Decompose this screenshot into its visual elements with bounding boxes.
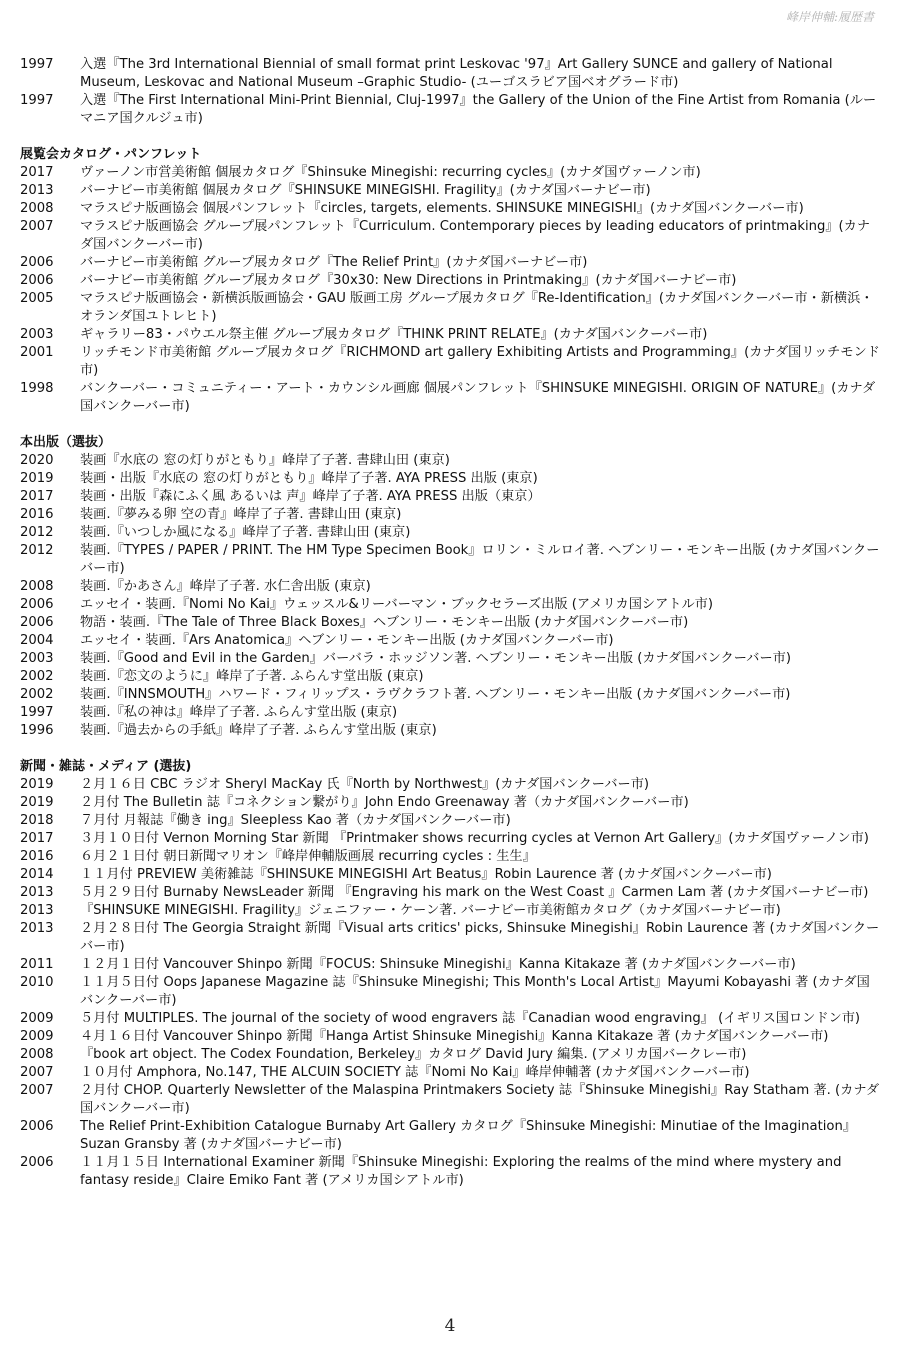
- entry-year: 2001: [20, 345, 54, 360]
- entry-row: [20, 668, 880, 686]
- entry-text: 装画.『いつしか風になる』峰岸了子著. 書肆山田 (東京): [80, 525, 411, 540]
- entry-row: [20, 380, 880, 416]
- entry-text: ２月２８日付 The Georgia Straight 新聞『Visual arts critics' picks, Shinsuke Minegishi』Robin Laurence 著 (カナダ国バンクーバー市): [80, 921, 880, 954]
- entry-row: [20, 884, 880, 902]
- section-title: 本出版（選抜）: [20, 435, 112, 450]
- entry-text: バーナビー市美術館 グループ展カタログ『30x30: New Directions in Printmaking』(カナダ国バーナビー市): [80, 273, 737, 288]
- entry-text: 装画.『INNSMOUTH』ハワード・フィリップス・ラヴクラフト著. ヘブンリー・モンキー出版 (カナダ国バンクーバー市): [80, 687, 791, 702]
- entry-text: ２月１６日 CBC ラジオ Sheryl MacKay 氏『North by Northwest』(カナダ国バンクーバー市): [80, 777, 650, 792]
- entry-year: 2009: [20, 1011, 54, 1026]
- entry-row: [20, 1064, 880, 1082]
- entry-year: 1997: [20, 93, 54, 108]
- entry-text: 装画・出版『森にふく風 あるいは 声』峰岸了子著. AYA PRESS 出版（東京）: [80, 489, 541, 504]
- entry-row: [20, 866, 880, 884]
- entry-text: ギャラリー83・パウエル祭主催 グループ展カタログ『THINK PRINT RELATE』(カナダ国バンクーバー市): [80, 327, 708, 342]
- entry-text: リッチモンド市美術館 グループ展カタログ『RICHMOND art gallery Exhibiting Artists and Programming』(カナダ国リッチモンド市): [80, 345, 880, 378]
- entry-row: [20, 1046, 880, 1064]
- entry-row: [20, 182, 880, 200]
- entry-text: 装画.『TYPES / PAPER / PRINT. The HM Type Specimen Book』ロリン・ミルロイ著. ヘブンリー・モンキー出版 (カナダ国バンクーバー市): [80, 543, 880, 576]
- entry-row: [20, 1028, 880, 1046]
- section-gap: [20, 128, 880, 146]
- entry-row: [20, 650, 880, 668]
- entry-text: １０月付 Amphora, No.147, THE ALCUIN SOCIETY 誌『Nomi No Kai』峰岸伸輔著 (カナダ国バンクーバー市): [80, 1065, 750, 1080]
- entry-year: 2020: [20, 453, 54, 468]
- page-number: 4: [444, 1316, 456, 1336]
- entry-text: バンクーバー・コミュニティー・アート・カウンシル画廊 個展パンフレット『SHINSUKE MINEGISHI. ORIGIN OF NATURE』(カナダ国バンクーバー市): [80, 381, 876, 414]
- entry-year: 2010: [20, 975, 54, 990]
- entry-row: [20, 956, 880, 974]
- entry-year: 2016: [20, 849, 54, 864]
- entry-text: The Relief Print-Exhibition Catalogue Burnaby Art Gallery カタログ『Shinsuke Minegishi: Minutiae of the Imagination』Suzan Gransby 著 (カナダ国バーナビー市): [80, 1119, 857, 1152]
- entry-text: エッセイ・装画.『Nomi No Kai』ウェッスル&リーバーマン・ブックセラーズ出版 (アメリカ国シアトル市): [80, 597, 714, 612]
- entry-year: 2019: [20, 777, 54, 792]
- entry-row: [20, 506, 880, 524]
- entry-row: [20, 776, 880, 794]
- entry-row: [20, 722, 880, 740]
- entry-year: 2011: [20, 957, 54, 972]
- entry-year: 2013: [20, 921, 54, 936]
- entry-text: 物語・装画.『The Tale of Three Black Boxes』ヘブンリー・モンキー出版 (カナダ国バンクーバー市): [80, 615, 689, 630]
- entry-text: マラスピナ版画協会 個展パンフレット『circles, targets, elements. SHINSUKE MINEGISHI』(カナダ国バンクーバー市): [80, 201, 804, 216]
- entry-row: [20, 164, 880, 182]
- entry-text: 『book art object. The Codex Foundation, Berkeley』カタログ David Jury 編集. (アメリカ国バークレー市): [80, 1047, 747, 1062]
- entry-row: [20, 794, 880, 812]
- entry-text: 装画.『Good and Evil in the Garden』バーバラ・ホッジソン著. ヘブンリー・モンキー出版 (カナダ国バンクーバー市): [80, 651, 791, 666]
- entry-row: [20, 632, 880, 650]
- entry-row: [20, 848, 880, 866]
- entry-year: 2007: [20, 219, 54, 234]
- entry-text: マラスピナ版画協会 グループ展パンフレット『Curriculum. Contemporary pieces by leading educators of printmaking』(カナダ国バンクーバー市): [80, 219, 871, 252]
- entry-text: 装画『水底の 窓の灯りがともり』峰岸了子著. 書肆山田 (東京): [80, 453, 450, 468]
- entry-year: 2003: [20, 651, 54, 666]
- entry-text: ６月２１日付 朝日新聞マリオン『峰岸伸輔版画展 recurring cycles : 生生』: [80, 849, 536, 864]
- entry-row: [20, 200, 880, 218]
- section-gap: [20, 416, 880, 434]
- section-title: 展覧会カタログ・パンフレット: [20, 147, 202, 162]
- entry-year: 2013: [20, 903, 54, 918]
- page-header: 峰岸伸輔:履歴書: [785, 10, 874, 24]
- entry-year: 2006: [20, 1155, 54, 1170]
- entry-text: 装画・出版『水底の 窓の灯りがともり』峰岸了子著. AYA PRESS 出版 (東京): [80, 471, 538, 486]
- entry-year: 2008: [20, 579, 54, 594]
- entry-year: 2007: [20, 1083, 54, 1098]
- entry-row: [20, 704, 880, 722]
- entry-year: 2013: [20, 885, 54, 900]
- entry-text: ５月付 MULTIPLES. The journal of the society of wood engravers 誌『Canadian wood engraving』 (イギリス国ロンドン市): [80, 1011, 861, 1026]
- entry-text: エッセイ・装画.『Ars Anatomica』ヘブンリー・モンキー出版 (カナダ国バンクーバー市): [80, 633, 614, 648]
- entry-text: ２月付 CHOP. Quarterly Newsletter of the Malaspina Printmakers Society 誌『Shinsuke Minegishi』Ray Statham 著. (カナダ国バンクーバー市): [80, 1083, 880, 1116]
- entry-row: [20, 254, 880, 272]
- entry-row: [20, 920, 880, 956]
- entry-text: 装画.『私の神は』峰岸了子著. ふらんす堂出版 (東京): [80, 705, 398, 720]
- entry-year: 2012: [20, 543, 54, 558]
- entry-row: [20, 902, 880, 920]
- entry-text: 装画.『恋文のように』峰岸了子著. ふらんす堂出版 (東京): [80, 669, 424, 684]
- entry-row: [20, 1082, 880, 1118]
- section-gap: [20, 740, 880, 758]
- entry-year: 2002: [20, 687, 54, 702]
- entry-text: バーナビー市美術館 グループ展カタログ『The Relief Print』(カナダ国バーナビー市): [80, 255, 588, 270]
- entry-year: 2008: [20, 1047, 54, 1062]
- entry-year: 2008: [20, 201, 54, 216]
- entry-row: [20, 218, 880, 254]
- entry-year: 1998: [20, 381, 54, 396]
- entry-year: 2013: [20, 183, 54, 198]
- entry-row: [20, 1154, 880, 1190]
- entry-text: １１月付 PREVIEW 美術雑誌『SHINSUKE MINEGISHI Art Beatus』Robin Laurence 著 (カナダ国バンクーバー市): [80, 867, 772, 882]
- entry-text: バーナビー市美術館 個展カタログ『SHINSUKE MINEGISHI. Fragility』(カナダ国バーナビー市): [80, 183, 651, 198]
- entry-text: １１月５日付 Oops Japanese Magazine 誌『Shinsuke Minegishi; This Month's Local Artist』Mayumi Kobayashi 著 (カナダ国バンクーバー市): [80, 975, 870, 1008]
- entry-year: 2009: [20, 1029, 54, 1044]
- entry-year: 2012: [20, 525, 54, 540]
- entry-text: 装画.『夢みる卵 空の青』峰岸了子著. 書肆山田 (東京): [80, 507, 402, 522]
- entry-row: [20, 56, 880, 92]
- section-title: 新聞・雑誌・メディア (選抜): [20, 759, 192, 774]
- entry-year: 2018: [20, 813, 54, 828]
- entry-year: 2006: [20, 1119, 54, 1134]
- entry-text: 入選『The 3rd International Biennial of small format print Leskovac '97』Art Gallery SUNCE and gallery of National Museum, Leskovac and National Museum –Graphic Studio- (ユーゴスラビア国ベオグラード市): [80, 57, 833, 90]
- entry-year: 2006: [20, 255, 54, 270]
- entry-year: 1997: [20, 705, 54, 720]
- entry-year: 2005: [20, 291, 54, 306]
- entry-text: ５月２９日付 Burnaby NewsLeader 新聞 『Engraving his mark on the West Coast 』Carmen Lam 著 (カナダ国バーナビー市): [80, 885, 869, 900]
- entry-year: 2002: [20, 669, 54, 684]
- entry-text: ３月１０日付 Vernon Morning Star 新聞 『Printmaker shows recurring cycles at Vernon Art Gallery』(カナダ国ヴァーノン市): [80, 831, 869, 846]
- entry-year: 2017: [20, 165, 54, 180]
- resume-content: [20, 56, 880, 1190]
- entry-row: [20, 92, 880, 128]
- entry-year: 2014: [20, 867, 54, 882]
- entry-row: [20, 686, 880, 704]
- entry-year: 1997: [20, 57, 54, 72]
- entry-row: [20, 1118, 880, 1154]
- entry-row: [20, 578, 880, 596]
- entry-text: 『SHINSUKE MINEGISHI. Fragility』ジェニファー・ケーン著. バーナビー市美術館カタログ（カナダ国バーナビー市): [80, 903, 781, 918]
- entry-row: [20, 344, 880, 380]
- entry-row: [20, 596, 880, 614]
- entry-text: ２月付 The Bulletin 誌『コネクション繋がり』John Endo Greenaway 著（カナダ国バンクーバー市): [80, 795, 689, 810]
- entry-year: 2007: [20, 1065, 54, 1080]
- entry-year: 2003: [20, 327, 54, 342]
- entry-year: 2006: [20, 273, 54, 288]
- entry-row: [20, 470, 880, 488]
- entry-row: [20, 1010, 880, 1028]
- entry-year: 2006: [20, 597, 54, 612]
- entry-row: [20, 524, 880, 542]
- entry-row: [20, 452, 880, 470]
- entry-text: １１月１５日 International Examiner 新聞『Shinsuke Minegishi: Exploring the realms of the mind where mystery and fantasy reside』Claire Emiko Fant 著 (アメリカ国シアトル市): [80, 1155, 842, 1188]
- entry-text: マラスピナ版画協会・新横浜版画協会・GAU 版画工房 グループ展カタログ『Re-Identification』(カナダ国バンクーバー市・新横浜・オランダ国ユトレヒト): [80, 291, 874, 324]
- entry-row: [20, 488, 880, 506]
- entry-row: [20, 326, 880, 344]
- entry-year: 2019: [20, 471, 54, 486]
- entry-text: ヴァーノン市営美術館 個展カタログ『Shinsuke Minegishi: recurring cycles』(カナダ国ヴァーノン市): [80, 165, 701, 180]
- entry-year: 2019: [20, 795, 54, 810]
- entry-year: 2006: [20, 615, 54, 630]
- entry-row: [20, 830, 880, 848]
- entry-text: 入選『The First International Mini-Print Biennial, Cluj-1997』the Gallery of the Union of the Fine Artist from Romania (ルーマニア国クルジュ市): [80, 93, 877, 126]
- entry-text: １２月１日付 Vancouver Shinpo 新聞『FOCUS: Shinsuke Minegishi』Kanna Kitakaze 著 (カナダ国バンクーバー市): [80, 957, 796, 972]
- entry-year: 2017: [20, 489, 54, 504]
- entry-row: [20, 812, 880, 830]
- entry-text: ７月付 月報誌『働き ing』Sleepless Kao 著（カナダ国バンクーバー市): [80, 813, 511, 828]
- entry-year: 1996: [20, 723, 54, 738]
- entry-text: 装画.『かあさん』峰岸了子著. 水仁舎出版 (東京): [80, 579, 371, 594]
- entry-row: [20, 974, 880, 1010]
- entry-row: [20, 290, 880, 326]
- entry-row: [20, 614, 880, 632]
- entry-text: ４月１６日付 Vancouver Shinpo 新聞『Hanga Artist Shinsuke Minegishi』Kanna Kitakaze 著 (カナダ国バンクーバー市): [80, 1029, 829, 1044]
- entry-row: [20, 272, 880, 290]
- entry-year: 2004: [20, 633, 54, 648]
- entry-year: 2016: [20, 507, 54, 522]
- entry-text: 装画.『過去からの手紙』峰岸了子著. ふらんす堂出版 (東京): [80, 723, 437, 738]
- entry-row: [20, 542, 880, 578]
- entry-year: 2017: [20, 831, 54, 846]
